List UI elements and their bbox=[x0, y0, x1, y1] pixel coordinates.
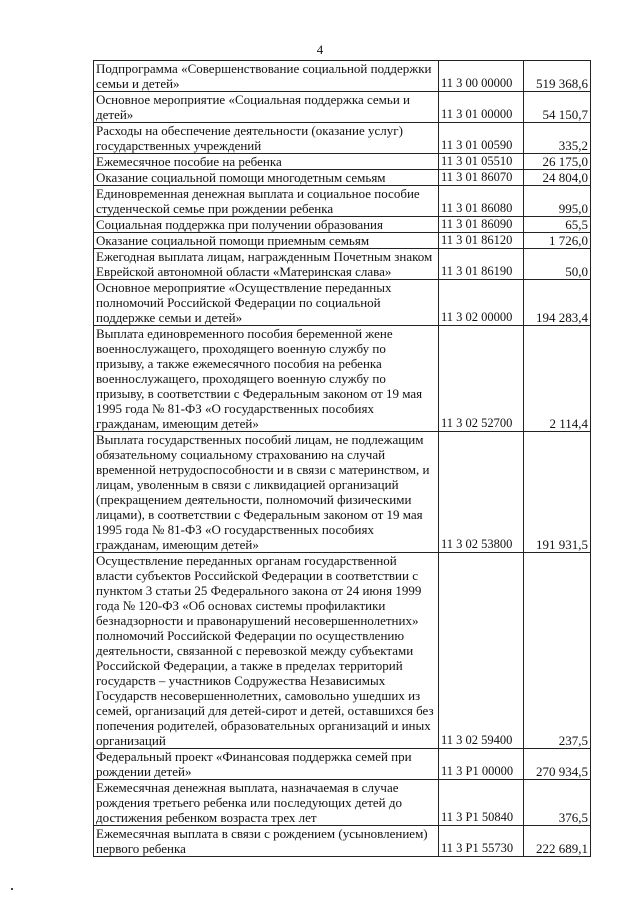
row-amount-cell: 995,0 bbox=[524, 186, 591, 217]
row-amount-cell: 50,0 bbox=[524, 249, 591, 280]
table-row bbox=[94, 780, 591, 826]
row-name-cell: Социальная поддержка при получении образования bbox=[94, 217, 439, 233]
row-code-cell: 11 3 01 86080 bbox=[439, 186, 524, 217]
row-name-cell: Ежемесячное пособие на ребенка bbox=[94, 154, 439, 170]
table-row bbox=[94, 249, 591, 280]
row-amount-cell: 194 283,4 bbox=[524, 280, 591, 326]
table-row bbox=[94, 326, 591, 432]
row-name-cell: Выплата государственных пособий лицам, не подлежащим обязательному социальному страхованию на случай временной нетрудоспособности и в связи с материнством, и лицам, уволенным в связи с ликвидацией организаций (прекращением деятельности, полномочий физическими лицами), в соответствии с Федеральным законом от 19 мая 1995 года № 81-ФЗ «О государственных пособиях гражданам, имеющим детей» bbox=[94, 432, 439, 553]
row-name-cell: Оказание социальной помощи многодетным семьям bbox=[94, 170, 439, 186]
row-code-cell: 11 3 02 52700 bbox=[439, 326, 524, 432]
row-code-cell: 11 3 P1 55730 bbox=[439, 826, 524, 857]
row-amount-cell: 26 175,0 bbox=[524, 154, 591, 170]
table-row bbox=[94, 432, 591, 553]
row-code-cell: 11 3 01 86120 bbox=[439, 233, 524, 249]
row-code-cell: 11 3 01 00590 bbox=[439, 123, 524, 154]
row-code-cell: 11 3 P1 50840 bbox=[439, 780, 524, 826]
row-name-cell: Подпрограмма «Совершенствование социальной поддержки семьи и детей» bbox=[94, 61, 439, 92]
row-code-cell: 11 3 02 59400 bbox=[439, 553, 524, 749]
table-row bbox=[94, 186, 591, 217]
row-amount-cell: 519 368,6 bbox=[524, 61, 591, 92]
row-amount-cell: 222 689,1 bbox=[524, 826, 591, 857]
row-amount-cell: 54 150,7 bbox=[524, 92, 591, 123]
row-name-cell: Расходы на обеспечение деятельности (оказание услуг) государственных учреждений bbox=[94, 123, 439, 154]
row-name-cell: Ежемесячная выплата в связи с рождением (усыновлением) первого ребенка bbox=[94, 826, 439, 857]
row-name-cell: Основное мероприятие «Социальная поддержка семьи и детей» bbox=[94, 92, 439, 123]
row-amount-cell: 270 934,5 bbox=[524, 749, 591, 780]
row-name-cell: Выплата единовременного пособия беременной жене военнослужащего, проходящего военную службу по призыву, а также ежемесячного пособия на ребенка военнослужащего, проходящего военную службу по призыву, в соответствии с Федеральным законом от 19 мая 1995 года № 81-ФЗ «О государственных пособиях гражданам, имеющим детей» bbox=[94, 326, 439, 432]
row-code-cell: 11 3 02 53800 bbox=[439, 432, 524, 553]
row-name-cell: Единовременная денежная выплата и социальное пособие студенческой семье при рождении ребенка bbox=[94, 186, 439, 217]
row-name-cell: Федеральный проект «Финансовая поддержка семей при рождении детей» bbox=[94, 749, 439, 780]
table-row bbox=[94, 61, 591, 92]
table-row bbox=[94, 826, 591, 857]
row-name-cell: Оказание социальной помощи приемным семьям bbox=[94, 233, 439, 249]
scan-artifact-dot bbox=[11, 888, 13, 890]
row-name-cell: Ежегодная выплата лицам, награжденным Почетным знаком Еврейской автономной области «Материнская слава» bbox=[94, 249, 439, 280]
row-amount-cell: 65,5 bbox=[524, 217, 591, 233]
row-amount-cell: 191 931,5 bbox=[524, 432, 591, 553]
row-code-cell: 11 3 P1 00000 bbox=[439, 749, 524, 780]
row-code-cell: 11 3 00 00000 bbox=[439, 61, 524, 92]
row-amount-cell: 1 726,0 bbox=[524, 233, 591, 249]
row-name-cell: Ежемесячная денежная выплата, назначаемая в случае рождения третьего ребенка или последующих детей до достижения ребенком возраста трех лет bbox=[94, 780, 439, 826]
budget-table bbox=[93, 60, 591, 857]
page-number: 4 bbox=[316, 42, 324, 57]
table-row bbox=[94, 280, 591, 326]
row-amount-cell: 376,5 bbox=[524, 780, 591, 826]
table-row bbox=[94, 123, 591, 154]
table-row bbox=[94, 749, 591, 780]
row-amount-cell: 2 114,4 bbox=[524, 326, 591, 432]
budget-table-body bbox=[94, 61, 591, 857]
row-amount-cell: 237,5 bbox=[524, 553, 591, 749]
table-row bbox=[94, 553, 591, 749]
table-row bbox=[94, 92, 591, 123]
row-code-cell: 11 3 01 86090 bbox=[439, 217, 524, 233]
table-row bbox=[94, 154, 591, 170]
table-row bbox=[94, 233, 591, 249]
table-row bbox=[94, 217, 591, 233]
row-amount-cell: 335,2 bbox=[524, 123, 591, 154]
row-code-cell: 11 3 01 05510 bbox=[439, 154, 524, 170]
row-name-cell: Осуществление переданных органам государственной власти субъектов Российской Федерации в соответствии с пунктом 3 статьи 25 Федерального закона от 24 июня 1999 года № 120-ФЗ «Об основах системы профилактики безнадзорности и правонарушений несовершеннолетних» полномочий Российской Федерации по осуществлению деятельности, связанной с перевозкой между субъектами Российской Федерации, а также в пределах территорий государств – участников Содружества Независимых Государств несовершеннолетних, самовольно ушедших из семей, организаций для детей-сирот и детей, оставшихся без попечения родителей, образовательных организаций и иных организаций bbox=[94, 553, 439, 749]
row-amount-cell: 24 804,0 bbox=[524, 170, 591, 186]
row-code-cell: 11 3 01 00000 bbox=[439, 92, 524, 123]
row-name-cell: Основное мероприятие «Осуществление переданных полномочий Российской Федерации по социальной поддержке семьи и детей» bbox=[94, 280, 439, 326]
row-code-cell: 11 3 01 86070 bbox=[439, 170, 524, 186]
row-code-cell: 11 3 01 86190 bbox=[439, 249, 524, 280]
row-code-cell: 11 3 02 00000 bbox=[439, 280, 524, 326]
table-row bbox=[94, 170, 591, 186]
